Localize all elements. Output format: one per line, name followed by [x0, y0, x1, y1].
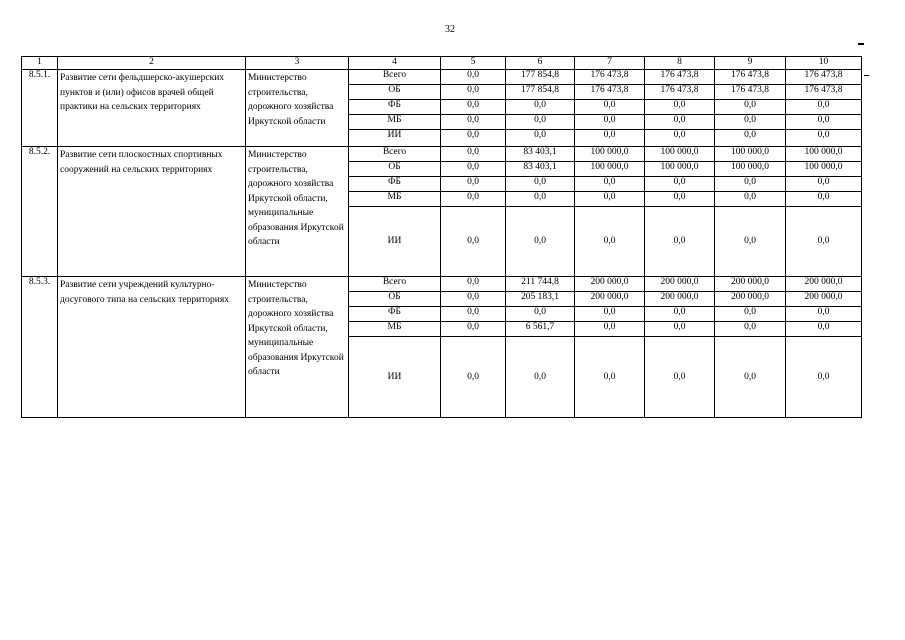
- amount-cell: 211 744,8: [506, 277, 575, 292]
- amount-cell: 177 854,8: [506, 70, 575, 85]
- column-number-row: [22, 57, 862, 70]
- amount-cell: 0,0: [441, 192, 506, 207]
- column-number: 4: [349, 57, 441, 70]
- amount-cell: 0,0: [786, 192, 862, 207]
- column-number: 1: [22, 57, 58, 70]
- amount-cell: 0,0: [506, 100, 575, 115]
- funding-source: ФБ: [349, 177, 441, 192]
- column-number: 10: [786, 57, 862, 70]
- scan-mark: [864, 75, 869, 76]
- amount-cell: 100 000,0: [786, 147, 862, 162]
- amount-cell: 0,0: [575, 337, 645, 418]
- amount-cell: 0,0: [506, 207, 575, 277]
- funding-source: МБ: [349, 322, 441, 337]
- amount-cell: 0,0: [441, 277, 506, 292]
- column-number: 8: [645, 57, 715, 70]
- amount-cell: 0,0: [575, 177, 645, 192]
- amount-cell: 100 000,0: [575, 147, 645, 162]
- amount-cell: 100 000,0: [575, 162, 645, 177]
- executor-name: Министерство строительства, дорожного хозяйства Иркутской области, муниципальные образования Иркутской области: [246, 277, 349, 418]
- amount-cell: 200 000,0: [575, 292, 645, 307]
- amount-cell: 0,0: [715, 177, 786, 192]
- amount-cell: 100 000,0: [645, 162, 715, 177]
- amount-cell: 0,0: [441, 162, 506, 177]
- amount-cell: 0,0: [645, 337, 715, 418]
- amount-cell: 6 561,7: [506, 322, 575, 337]
- column-number: 7: [575, 57, 645, 70]
- amount-cell: 0,0: [786, 115, 862, 130]
- amount-cell: 176 473,8: [786, 70, 862, 85]
- funding-source: Всего: [349, 147, 441, 162]
- amount-cell: 0,0: [715, 115, 786, 130]
- amount-cell: 83 403,1: [506, 147, 575, 162]
- amount-cell: 0,0: [575, 115, 645, 130]
- amount-cell: 100 000,0: [715, 162, 786, 177]
- funding-source: ИИ: [349, 207, 441, 277]
- amount-cell: 0,0: [575, 322, 645, 337]
- amount-cell: 0,0: [715, 130, 786, 147]
- amount-cell: 100 000,0: [645, 147, 715, 162]
- amount-cell: 0,0: [441, 85, 506, 100]
- column-number: 5: [441, 57, 506, 70]
- amount-cell: 0,0: [786, 207, 862, 277]
- amount-cell: 0,0: [441, 100, 506, 115]
- amount-cell: 0,0: [441, 322, 506, 337]
- amount-cell: 200 000,0: [786, 292, 862, 307]
- column-number: 2: [58, 57, 246, 70]
- amount-cell: 0,0: [645, 115, 715, 130]
- amount-cell: 0,0: [645, 130, 715, 147]
- funding-source: ОБ: [349, 85, 441, 100]
- funding-source: МБ: [349, 192, 441, 207]
- funding-source: ИИ: [349, 130, 441, 147]
- scan-mark: [858, 43, 864, 45]
- amount-cell: 0,0: [506, 177, 575, 192]
- amount-cell: 0,0: [506, 337, 575, 418]
- measure-name: Развитие сети плоскостных спортивных сооружений на сельских территориях: [58, 147, 246, 277]
- funding-source: ИИ: [349, 337, 441, 418]
- amount-cell: 0,0: [575, 192, 645, 207]
- row-number: 8.5.2.: [22, 147, 58, 277]
- amount-cell: 200 000,0: [645, 277, 715, 292]
- amount-cell: 0,0: [786, 130, 862, 147]
- amount-cell: 176 473,8: [786, 85, 862, 100]
- amount-cell: 176 473,8: [575, 85, 645, 100]
- amount-cell: 0,0: [441, 337, 506, 418]
- amount-cell: 100 000,0: [786, 162, 862, 177]
- measure-name: Развитие сети учреждений культурно-досугового типа на сельских территориях: [58, 277, 246, 418]
- amount-cell: 0,0: [645, 322, 715, 337]
- funding-source: ОБ: [349, 162, 441, 177]
- amount-cell: 0,0: [786, 177, 862, 192]
- amount-cell: 0,0: [645, 192, 715, 207]
- funding-source: Всего: [349, 70, 441, 85]
- amount-cell: 0,0: [441, 130, 506, 147]
- amount-cell: 0,0: [715, 322, 786, 337]
- amount-cell: 0,0: [441, 307, 506, 322]
- amount-cell: 0,0: [715, 337, 786, 418]
- amount-cell: 176 473,8: [715, 85, 786, 100]
- amount-cell: 0,0: [715, 207, 786, 277]
- amount-cell: 176 473,8: [645, 70, 715, 85]
- funding-source: ФБ: [349, 307, 441, 322]
- amount-cell: 0,0: [786, 337, 862, 418]
- amount-cell: 200 000,0: [575, 277, 645, 292]
- funding-source: Всего: [349, 277, 441, 292]
- amount-cell: 0,0: [575, 207, 645, 277]
- amount-cell: 200 000,0: [645, 292, 715, 307]
- funding-source: МБ: [349, 115, 441, 130]
- measure-name: Развитие сети фельдшерско-акушерских пунктов и (или) офисов врачей общей практики на сельских территориях: [58, 70, 246, 147]
- amount-cell: 0,0: [715, 307, 786, 322]
- funding-source: ФБ: [349, 100, 441, 115]
- column-number: 3: [246, 57, 349, 70]
- amount-cell: 0,0: [441, 207, 506, 277]
- amount-cell: 0,0: [506, 307, 575, 322]
- amount-cell: 0,0: [645, 307, 715, 322]
- amount-cell: 100 000,0: [715, 147, 786, 162]
- amount-cell: 0,0: [575, 100, 645, 115]
- column-number: 9: [715, 57, 786, 70]
- amount-cell: 0,0: [506, 192, 575, 207]
- amount-cell: 0,0: [441, 115, 506, 130]
- table-row: [22, 147, 862, 162]
- amount-cell: 0,0: [575, 307, 645, 322]
- row-number: 8.5.3.: [22, 277, 58, 418]
- column-number: 6: [506, 57, 575, 70]
- amount-cell: 0,0: [441, 147, 506, 162]
- budget-table: [21, 56, 862, 418]
- amount-cell: 0,0: [786, 307, 862, 322]
- funding-source: ОБ: [349, 292, 441, 307]
- amount-cell: 0,0: [645, 100, 715, 115]
- table-row: [22, 70, 862, 85]
- amount-cell: 0,0: [441, 292, 506, 307]
- amount-cell: 0,0: [441, 177, 506, 192]
- executor-name: Министерство строительства, дорожного хозяйства Иркутской области, муниципальные образования Иркутской области: [246, 147, 349, 277]
- amount-cell: 177 854,8: [506, 85, 575, 100]
- amount-cell: 0,0: [786, 322, 862, 337]
- amount-cell: 0,0: [506, 115, 575, 130]
- page-number: 32: [445, 24, 455, 35]
- amount-cell: 0,0: [786, 100, 862, 115]
- row-number: 8.5.1.: [22, 70, 58, 147]
- amount-cell: 0,0: [645, 207, 715, 277]
- amount-cell: 176 473,8: [575, 70, 645, 85]
- amount-cell: 0,0: [645, 177, 715, 192]
- table-row: [22, 277, 862, 292]
- amount-cell: 0,0: [506, 130, 575, 147]
- amount-cell: 200 000,0: [715, 277, 786, 292]
- amount-cell: 200 000,0: [715, 292, 786, 307]
- executor-name: Министерство строительства, дорожного хозяйства Иркутской области: [246, 70, 349, 147]
- amount-cell: 205 183,1: [506, 292, 575, 307]
- amount-cell: 0,0: [441, 70, 506, 85]
- amount-cell: 176 473,8: [645, 85, 715, 100]
- amount-cell: 0,0: [715, 100, 786, 115]
- amount-cell: 176 473,8: [715, 70, 786, 85]
- amount-cell: 0,0: [575, 130, 645, 147]
- amount-cell: 0,0: [715, 192, 786, 207]
- amount-cell: 200 000,0: [786, 277, 862, 292]
- amount-cell: 83 403,1: [506, 162, 575, 177]
